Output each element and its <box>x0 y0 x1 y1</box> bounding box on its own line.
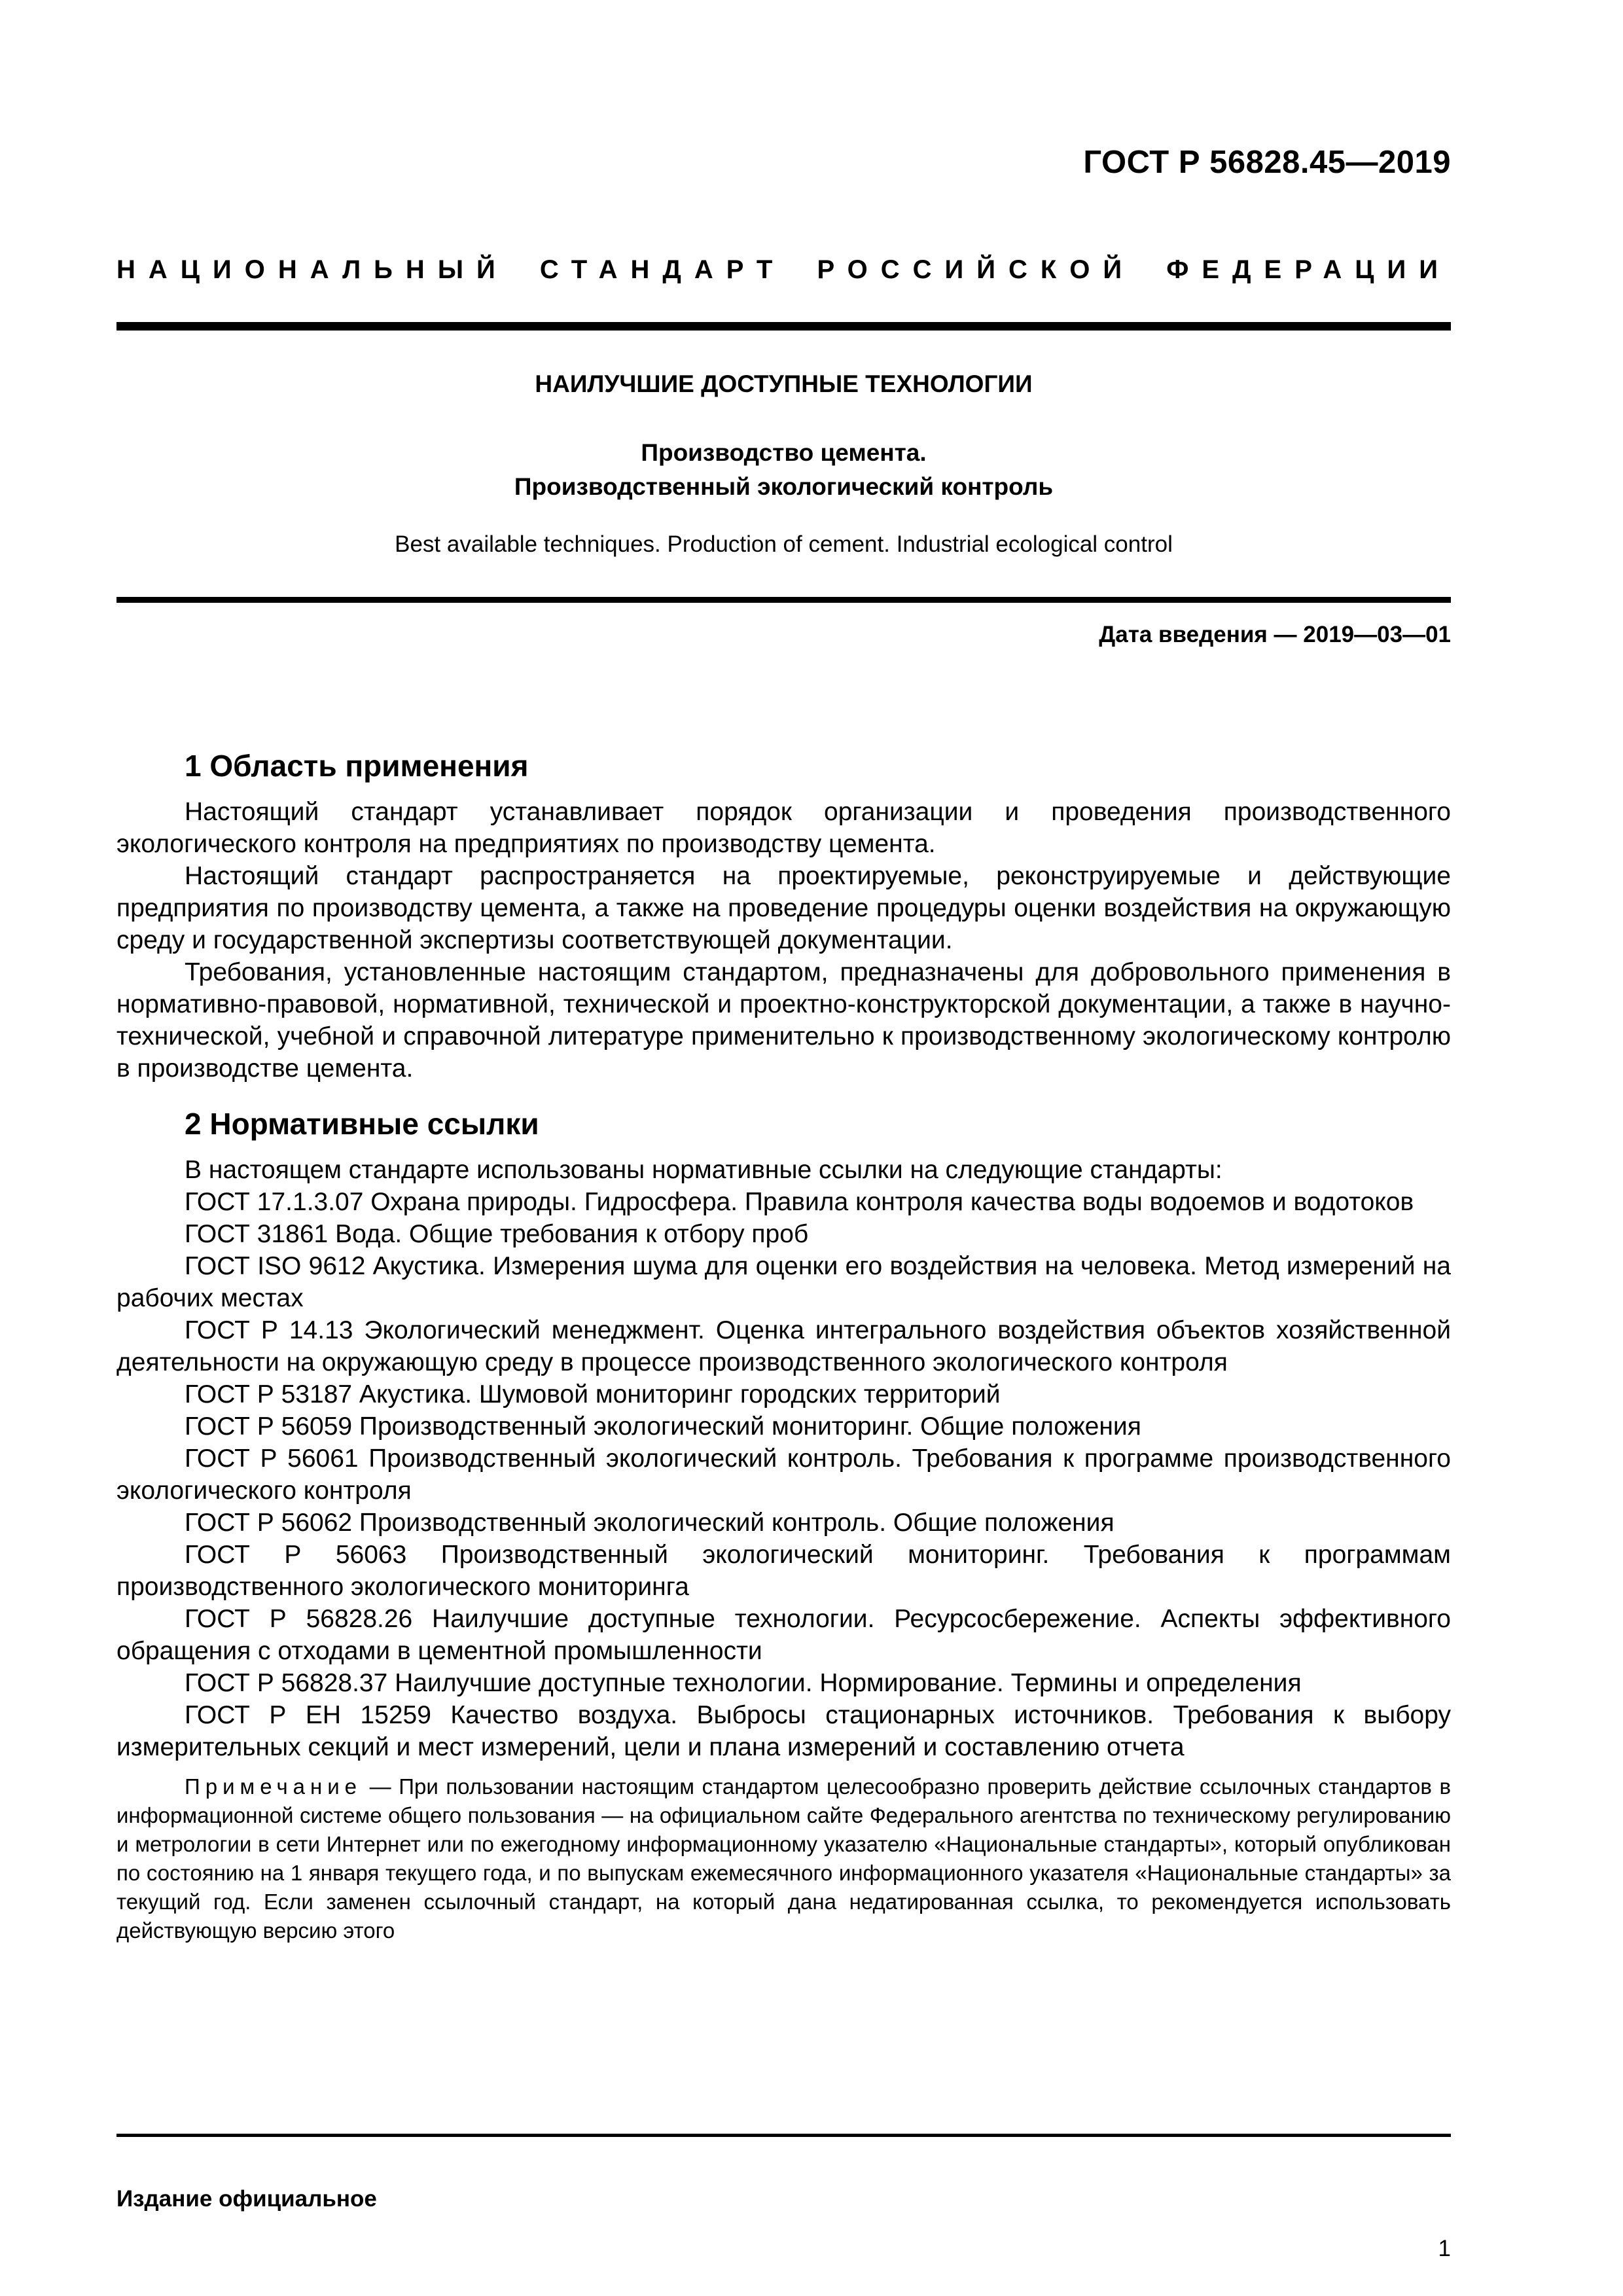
reference-item: ГОСТ 31861 Вода. Общие требования к отбору проб <box>185 1220 809 1248</box>
reference-item: ГОСТ Р 56828.37 Наилучшие доступные технологии. Нормирование. Термины и определения <box>185 1669 1302 1697</box>
reference-item: ГОСТ 17.1.3.07 Охрана природы. Гидросфера. Правила контроля качества воды водоемов и водотоков <box>185 1188 1414 1216</box>
document-title: НАИЛУЧШИЕ ДОСТУПНЫЕ ТЕХНОЛОГИИ <box>535 370 1033 397</box>
reference-item: ГОСТ Р 53187 Акустика. Шумовой мониторинг городских территорий <box>185 1380 1001 1408</box>
note-text: — При пользовании настоящим стандартом целесообразно проверить действие ссылочных стандартов в информационной системе общего пользования — на официальном сайте Федерального агентства по техническому регулированию и метрологии в сети Интернет или по ежегодному информационному указателю «Национальные стандарты», который опубликован по состоянию на 1 января текущего года, и по выпускам ежемесячного информационного указателя «Национальные стандарты» за текущий год. Если заменен ссылочный стандарт, на который дана недатированная ссылка, то рекомендуется использовать действующую версию этого <box>116 1774 1451 1943</box>
footer-divider <box>116 2134 1451 2137</box>
reference-item: ГОСТ Р 56062 Производственный экологический контроль. Общие положения <box>185 1509 1115 1537</box>
national-standard-banner: НАЦИОНАЛЬНЫЙ СТАНДАРТ РОССИЙСКОЙ ФЕДЕРАЦИИ <box>116 255 1451 284</box>
reference-item: ГОСТ Р 56063 Производственный экологический мониторинг. Требования к программам производственного экологического мониторинга <box>116 1541 1451 1601</box>
top-divider <box>116 322 1451 331</box>
note-paragraph <box>116 1772 1451 1945</box>
document-body <box>116 746 1451 1945</box>
reference-item: ГОСТ Р ЕН 15259 Качество воздуха. Выбросы стационарных источников. Требования к выбору измерительных секций и мест измерений, цели и плана измерений и составлению отчета <box>116 1701 1451 1761</box>
gost-number: ГОСТ Р 56828.45—2019 <box>1083 145 1451 180</box>
document-subtitle <box>116 436 1451 504</box>
reference-item: ГОСТ Р 14.13 Экологический менеджмент. Оценка интегрального воздействия объектов хозяйственной деятельности на окружающую среду в процессе производственного экологического контроля <box>116 1316 1451 1376</box>
section-1-paragraph: Настоящий стандарт распространяется на проектируемые, реконструируемые и действующие предприятия по производству цемента, а также на проведение процедуры оценки воздействия на окружающую среду и государственной экспертизы соответствующей документации. <box>116 862 1451 954</box>
subtitle-line-2: Производственный экологический контроль <box>514 473 1054 500</box>
title-divider <box>116 597 1451 603</box>
section-1-paragraph: Требования, установленные настоящим стандартом, предназначены для добровольного применения в нормативно-правовой, нормативной, технической и проектно-конструкторской документации, а также в научно-технической, учебной и справочной литературе применительно к производственному экологическому контролю в производстве цемента. <box>116 958 1451 1083</box>
section-1-paragraph: Настоящий стандарт устанавливает порядок организации и проведения производственного экологического контроля на предприятиях по производству цемента. <box>116 798 1451 858</box>
note-label: Примечание <box>185 1774 363 1799</box>
reference-item: ГОСТ Р 56059 Производственный экологический мониторинг. Общие положения <box>185 1412 1141 1441</box>
section-2-paragraph: В настоящем стандарте использованы нормативные ссылки на следующие стандарты: <box>185 1156 1222 1184</box>
introduction-date: Дата введения — 2019—03—01 <box>1099 622 1451 647</box>
english-title: Best available techniques. Production of cement. Industrial ecological control <box>395 531 1173 557</box>
reference-item: ГОСТ Р 56828.26 Наилучшие доступные технологии. Ресурсосбережение. Аспекты эффективного обращения с отходами в цементной промышленности <box>116 1605 1451 1665</box>
subtitle-line-1: Производство цемента. <box>641 439 927 466</box>
page-number: 1 <box>1438 2236 1451 2261</box>
reference-item: ГОСТ ISO 9612 Акустика. Измерения шума для оценки его воздействия на человека. Метод измерений на рабочих местах <box>116 1252 1451 1312</box>
edition-label: Издание официальное <box>116 2186 377 2212</box>
reference-item: ГОСТ Р 56061 Производственный экологический контроль. Требования к программе производственного экологического контроля <box>116 1444 1451 1505</box>
section-1-heading: 1 Область применения <box>185 749 529 783</box>
section-2-heading: 2 Нормативные ссылки <box>185 1107 539 1141</box>
